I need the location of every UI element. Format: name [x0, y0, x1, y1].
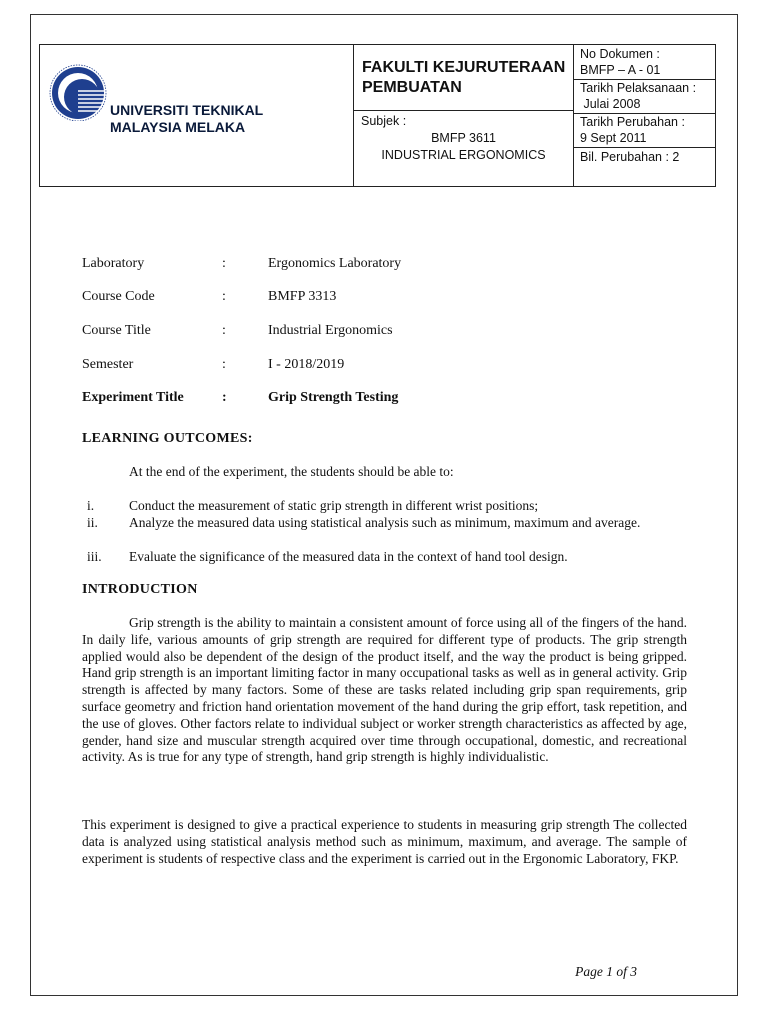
- introduction-paragraph-2: This experiment is designed to give a practical experience to students in measuring grip strength The collected data is analyzed using statistical analysis method such as minimum, maximum, and average. The sample of experiment is students of respective class and the experiment is carried out in the Ergonomic Laboratory, FKP.: [82, 817, 687, 866]
- info-colon: :: [222, 289, 226, 304]
- subjek-name: INDUSTRIAL ERGONOMICS: [381, 148, 546, 162]
- university-name-line-2: MALAYSIA MELAKA: [110, 119, 246, 135]
- document-header: [39, 44, 716, 187]
- info-value: Ergonomics Laboratory: [268, 256, 402, 271]
- subjek-label: Subjek :: [361, 114, 407, 128]
- header-university-cell: [40, 45, 354, 186]
- list-item-number: iii.: [87, 549, 102, 564]
- university-logo-icon: [48, 61, 108, 121]
- faculty-name-line-1: FAKULTI KEJURUTERAAN: [362, 59, 566, 76]
- tarikh-perubahan-label: Tarikh Perubahan :: [580, 115, 685, 129]
- no-dokumen-label: No Dokumen :: [580, 47, 660, 61]
- info-label: Course Code: [82, 289, 155, 304]
- list-item-text: Analyze the measured data using statistical analysis such as minimum, maximum and average.: [129, 515, 641, 530]
- tarikh-pelaksanaan-label: Tarikh Pelaksanaan :: [580, 81, 697, 95]
- tarikh-pelaksanaan: [574, 80, 715, 112]
- info-colon: :: [222, 357, 226, 372]
- learning-outcomes-intro: At the end of the experiment, the students should be able to:: [129, 464, 454, 479]
- no-dokumen: [574, 46, 715, 78]
- info-value: Grip Strength Testing: [268, 390, 399, 405]
- info-divider: [574, 147, 715, 148]
- info-label: Course Title: [82, 323, 151, 338]
- header-document-info-cell: [574, 45, 715, 186]
- info-label: Experiment Title: [82, 390, 184, 405]
- university-name-line-1: UNIVERSITI TEKNIKAL: [110, 102, 264, 118]
- header-divider: [354, 110, 573, 111]
- learning-outcomes-heading: LEARNING OUTCOMES:: [82, 431, 253, 446]
- list-item-number: i.: [87, 498, 95, 513]
- tarikh-pelaksanaan-value: Julai 2008: [580, 97, 641, 111]
- introduction-heading: INTRODUCTION: [82, 582, 198, 597]
- introduction-paragraph-1: Grip strength is the ability to maintain a consistent amount of force using all of the fingers of the hand. In daily life, various amounts of grip strength are required for different type of products. The grip strength applied would also be dependent of the design of the product itself, and the way the product is being gripped. Hand grip strength is an important limiting factor in many occupational tasks as well as in general activity. Grip strength is affected by many factors. Some of these are tasks related including grip span requirements, grip surface geometry and friction hand orientation movement of the hand during the grip effort, task repetition, and the use of gloves. Other factors relate to individual subject or worker strength characteristics as affected by age, gender, hand size and muscular strength acquired over time through occupational, domestic, and recreational activity. As is true for any type of strength, hand grip strength is highly individualistic.: [82, 615, 687, 765]
- bil-perubahan: Bil. Perubahan : 2: [580, 150, 680, 164]
- list-item-number: ii.: [87, 515, 98, 530]
- info-value: I - 2018/2019: [268, 357, 345, 372]
- header-faculty-cell: [354, 45, 574, 186]
- info-colon: :: [222, 323, 226, 338]
- info-label: Semester: [82, 357, 134, 372]
- info-label: Laboratory: [82, 256, 145, 271]
- tarikh-perubahan: [574, 114, 715, 146]
- subjek-code: BMFP 3611: [431, 131, 496, 145]
- university-name: [110, 102, 263, 136]
- list-item-text: Conduct the measurement of static grip strength in different wrist positions;: [129, 498, 539, 513]
- info-value: Industrial Ergonomics: [268, 323, 393, 338]
- no-dokumen-value: BMFP – A - 01: [580, 63, 661, 77]
- info-value: BMFP 3313: [268, 289, 337, 304]
- faculty-name-line-2: PEMBUATAN: [362, 79, 462, 96]
- faculty-name: [362, 58, 565, 98]
- tarikh-perubahan-value: 9 Sept 2011: [580, 131, 647, 145]
- page-number: Page 1 of 3: [575, 964, 637, 979]
- info-colon: :: [222, 256, 226, 271]
- list-item-text: Evaluate the significance of the measured data in the context of hand tool design.: [129, 549, 568, 564]
- info-colon: :: [222, 390, 227, 405]
